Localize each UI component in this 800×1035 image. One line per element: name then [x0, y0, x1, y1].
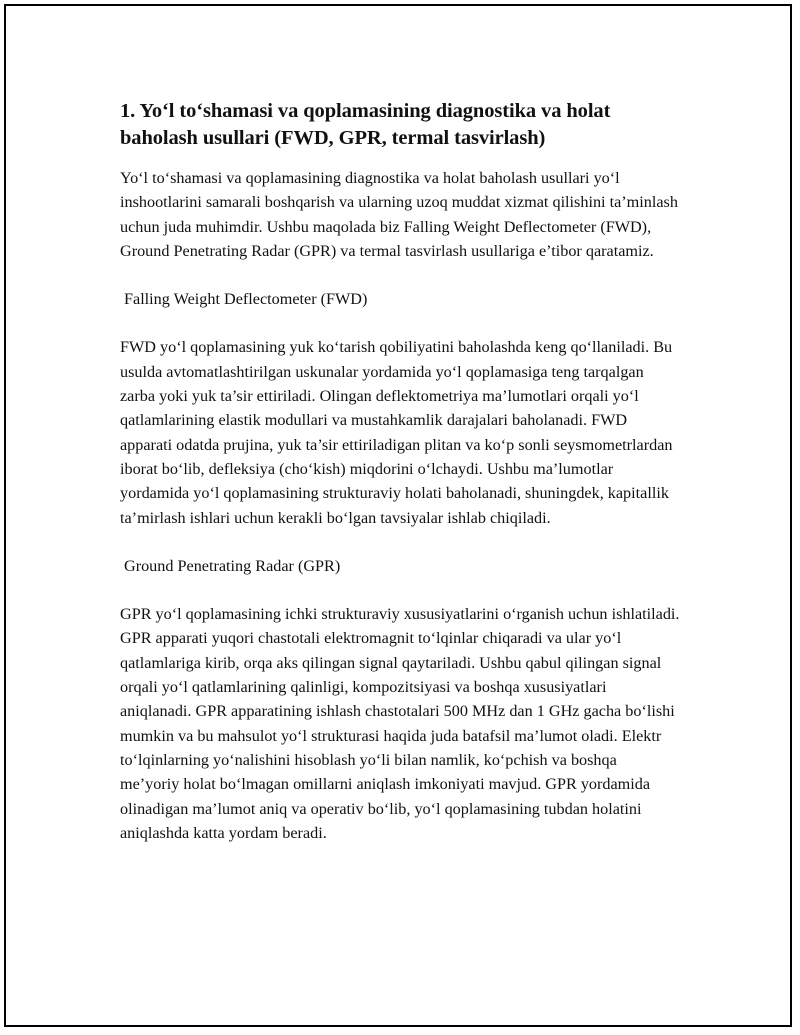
document-page: [4, 4, 792, 1027]
section-title-gpr: Ground Penetrating Radar (GPR): [124, 556, 341, 575]
section-body-fwd: FWD yo‘l qoplamasining yuk ko‘tarish qobiliyatini baholashda keng qo‘llaniladi. Bu usulda avtomatlashtirilgan uskunalar yordamida yo‘l qoplamasiga teng tarqalgan zarba yoki yuk ta’sir ettiriladi. Olingan deflektometriya ma’lumotlari orqali yo‘l qatlamlarining elastik modullari va mustahkamlik darajalari baholanadi. FWD apparati odatda prujina, yuk ta’sir ettiriladigan plitan va ko‘p sonli seysmometrlardan iborat bo‘lib, defleksiya (cho‘kish) miqdorini o‘lchaydi. Ushbu ma’lumotlar yordamida yo‘l qoplamasining strukturaviy holati baholanadi, shuningdek, kapitallik ta’mirlash ishlari uchun kerakli bo‘lgan tavsiyalar ishlab chiqiladi.: [120, 338, 673, 527]
intro-paragraph: Yo‘l to‘shamasi va qoplamasining diagnostika va holat baholash usullari yo‘l inshootlarini samarali boshqarish va ularning uzoq muddat xizmat qilishini ta’minlash uchun juda muhimdir. Ushbu maqolada biz Falling Weight Deflectometer (FWD), Ground Penetrating Radar (GPR) va termal tasvirlash usullariga e’tibor qaratamiz.: [120, 169, 678, 260]
page-title: 1. Yo‘l to‘shamasi va qoplamasining diagnostika va holat baholash usullari (FWD, GPR, termal tasvirlash): [120, 100, 611, 149]
document-content: [120, 98, 680, 845]
section-body-gpr: GPR yo‘l qoplamasining ichki strukturaviy xususiyatlarini o‘rganish uchun ishlatiladi. GPR apparati yuqori chastotali elektromagnit to‘lqinlar chiqaradi va ular yo‘l qatlamlariga kirib, orqa aks qilingan signal qaytariladi. Ushbu qabul qilingan signal orqali yo‘l qatlamlarining qalinligi, kompozitsiyasi va boshqa xususiyatlari aniqlanadi. GPR apparatining ishlash chastotalari 500 MHz dan 1 GHz gacha bo‘lishi mumkin va bu mahsulot yo‘l strukturasi haqida juda batafsil ma’lumot oladi. Elektr to‘lqinlarning yo‘nalishini hisoblash yo‘li bilan namlik, ko‘pchish va boshqa me’yoriy holat bo‘lmagan omillarni aniqlash imkoniyati mavjud. GPR yordamida olinadigan ma’lumot aniq va operativ bo‘lib, yo‘l qoplamasining tubdan holatini aniqlashda katta yordam beradi.: [120, 605, 680, 842]
section-title-fwd: Falling Weight Deflectometer (FWD): [124, 290, 368, 309]
